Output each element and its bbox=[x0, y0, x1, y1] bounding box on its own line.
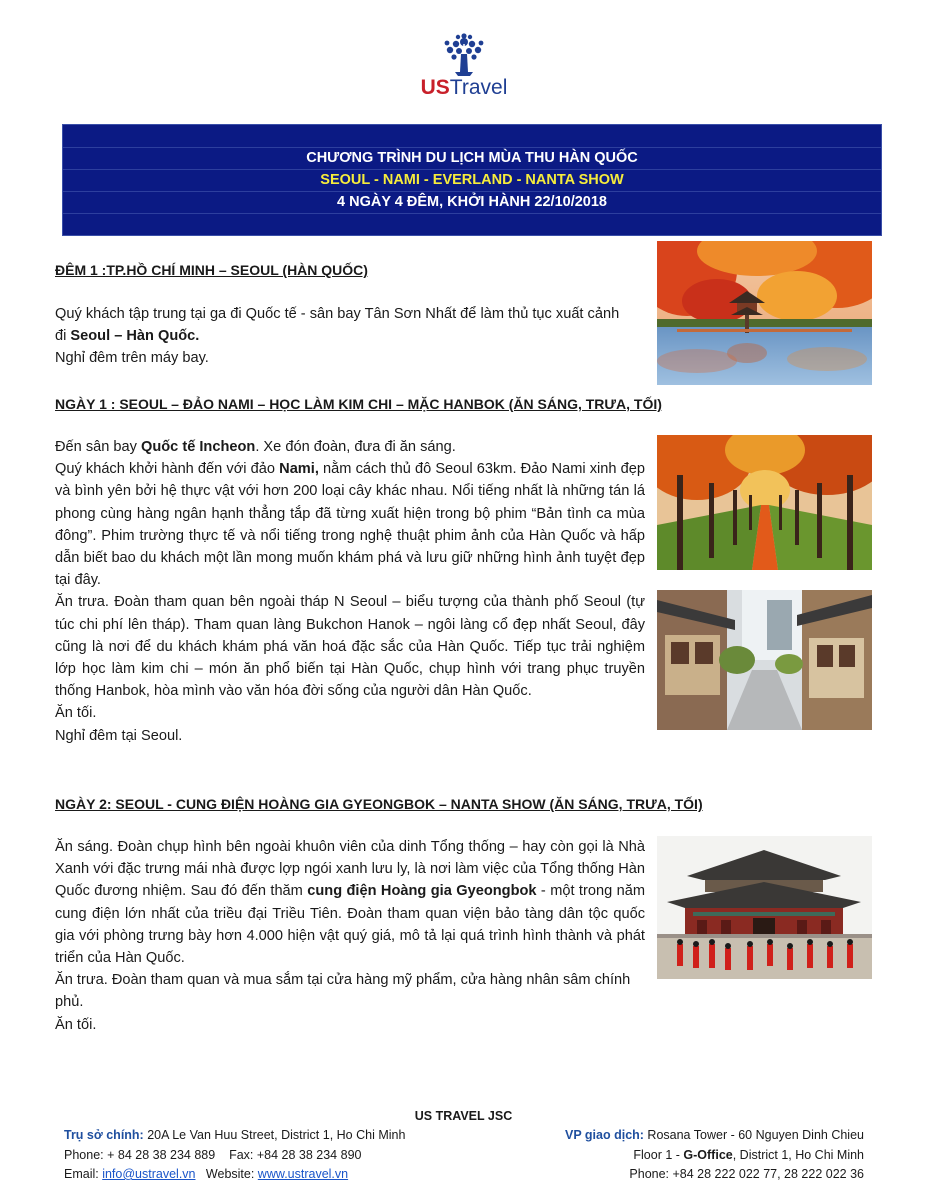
bukchon-hanok-photo bbox=[657, 590, 872, 730]
gyeongbok-palace-photo bbox=[657, 836, 872, 979]
day1-line2-a: Quý khách khởi hành đến với đảo bbox=[55, 461, 280, 478]
footer-transaction-office bbox=[565, 1126, 864, 1185]
office-floor-a: Floor 1 - bbox=[633, 1147, 684, 1162]
logo-us: US bbox=[420, 76, 450, 99]
banner-duration: 4 NGÀY 4 ĐÊM, KHỞI HÀNH 22/10/2018 bbox=[337, 194, 607, 210]
day1-nami: Nami, bbox=[279, 461, 319, 478]
night1-text bbox=[55, 303, 630, 370]
day1-line1-a: Đến sân bay bbox=[55, 439, 141, 455]
hq-phone-fax: Phone: + 84 28 38 234 889 Fax: +84 28 38 234 890 bbox=[64, 1147, 362, 1162]
day2-dinner: Ăn tối. bbox=[55, 1016, 97, 1033]
website-label: Website: bbox=[195, 1167, 258, 1181]
footer-company: US TRAVEL JSC bbox=[414, 1109, 513, 1123]
day2-lunch: Ăn trưa. Đoàn tham quan và mua sắm tại cửa hàng mỹ phẩm, cửa hàng nhân sâm chính phủ. bbox=[55, 972, 631, 1011]
email-link[interactable]: info@ustravel.vn bbox=[102, 1167, 196, 1181]
tree-logo-icon bbox=[414, 32, 514, 78]
hq-label: Trụ sở chính: bbox=[64, 1128, 144, 1142]
hq-address: 20A Le Van Huu Street, District 1, Ho Chi Minh bbox=[143, 1128, 406, 1142]
autumn-pavilion-photo bbox=[657, 241, 872, 385]
logo-travel: Travel bbox=[449, 76, 508, 99]
us-travel-logo bbox=[414, 32, 514, 100]
banner-title: CHƯƠNG TRÌNH DU LỊCH MÙA THU HÀN QUỐC bbox=[306, 150, 638, 166]
office-phone: Phone: +84 28 222 022 77, 28 222 022 36 bbox=[629, 1167, 864, 1181]
office-floor-b: G-Office bbox=[683, 1147, 733, 1162]
day1-dinner: Ăn tối. bbox=[55, 705, 97, 722]
office-label: VP giao dịch: bbox=[565, 1128, 644, 1142]
day2-text bbox=[55, 836, 645, 1036]
day2-line1-c: - một trong năm cung điện lớn nhất của triều đại Triều Tiên. Đoàn tham quan viện bảo tàng dân tộc quốc gia với phòng trưng bày hơn 4.000 hiện vật quý giá, mô tả lại quá trình hình thành và phát triển của Hàn Quốc. bbox=[55, 883, 645, 967]
day1-heading: NGÀY 1 : SEOUL – ĐẢO NAMI – HỌC LÀM KIM CHI – MẶC HANBOK (ĂN SÁNG, TRƯA, TỐI) bbox=[55, 396, 662, 412]
day1-line1-c: . Xe đón đoàn, đưa đi ăn sáng. bbox=[255, 439, 456, 455]
logo-wordmark bbox=[414, 76, 514, 100]
footer-head-office bbox=[64, 1126, 405, 1185]
website-link[interactable]: www.ustravel.vn bbox=[257, 1167, 349, 1181]
day1-airport: Quốc tế Incheon bbox=[141, 439, 256, 455]
day1-nami-description: nằm cách thủ đô Seoul 63km. Đảo Nami xinh đẹp và bình yên bởi hệ thực vật với hơn 200 loại cây khác nhau. Nổi tiếng nhất là những tán lá phong cùng hàng ngân hạnh thẳng tắp đã từng xuất hiện trong bộ phim “Bản tình ca mùa đông”. Phim trường thực tế và nổi tiếng trong nghệ thuật phim ảnh của Hàn Quốc và hấp dẫn biết bao du khách một lần mong muốn khám phá và lưu giữ những hình ảnh tuyệt đẹp tại đây. bbox=[55, 461, 646, 589]
nami-tree-lane-photo bbox=[657, 435, 872, 570]
night1-destination: Seoul – Hàn Quốc. bbox=[70, 328, 200, 345]
tour-title-banner bbox=[62, 124, 882, 236]
day1-afternoon: Ăn trưa. Đoàn tham quan bên ngoài tháp N Seoul – biểu tượng của thành phố Seoul (tự túc chi phí lên tháp). Tham quan làng Bukchon Hanok – ngôi làng cổ đẹp nhất Seoul, đây cũng là nơi để du khách khám phá văn hoá đặc sắc của Hàn Quốc. Tiếp tục trải nghiệm lớp học làm kim chi – món ăn phổ biến tại Hàn Quốc, chụp hình với trang phục truyền thống Hanbok, hòa mình vào văn hóa đời sống của người dân Hàn Quốc. bbox=[55, 594, 645, 700]
day2-palace: cung điện Hoàng gia Gyeongbok bbox=[307, 883, 537, 900]
banner-route: SEOUL - NAMI - EVERLAND - NANTA SHOW bbox=[320, 172, 624, 188]
day1-overnight: Nghỉ đêm tại Seoul. bbox=[55, 727, 183, 744]
office-floor-c: , District 1, Ho Chi Minh bbox=[732, 1147, 864, 1162]
day2-line1-a: Ăn sáng. Đoàn chụp hình bên ngoài khuôn viên của dinh Tổng thống – hay còn gọi là Nhà Xanh với đặc trưng mái nhà được lợp ngói xanh lưu ly, là nơi làm việc của Tổng thống Hàn Quốc đương nhiệm. Sau đó đến thăm bbox=[55, 839, 645, 900]
email-label: Email: bbox=[64, 1167, 103, 1181]
day2-heading: NGÀY 2: SEOUL - CUNG ĐIỆN HOÀNG GIA GYEONGBOK – NANTA SHOW (ĂN SÁNG, TRƯA, TỐI) bbox=[55, 796, 703, 812]
night1-line1: Quý khách tập trung tại ga đi Quốc tế - sân bay Tân Sơn Nhất để làm thủ tục xuất cảnh đi bbox=[55, 306, 620, 345]
night1-line2: Nghỉ đêm trên máy bay. bbox=[55, 350, 209, 367]
day1-text bbox=[55, 436, 645, 747]
office-address: Rosana Tower - 60 Nguyen Dinh Chieu bbox=[643, 1128, 864, 1142]
night1-heading: ĐÊM 1 :TP.HỒ CHÍ MINH – SEOUL (HÀN QUỐC) bbox=[55, 262, 368, 278]
